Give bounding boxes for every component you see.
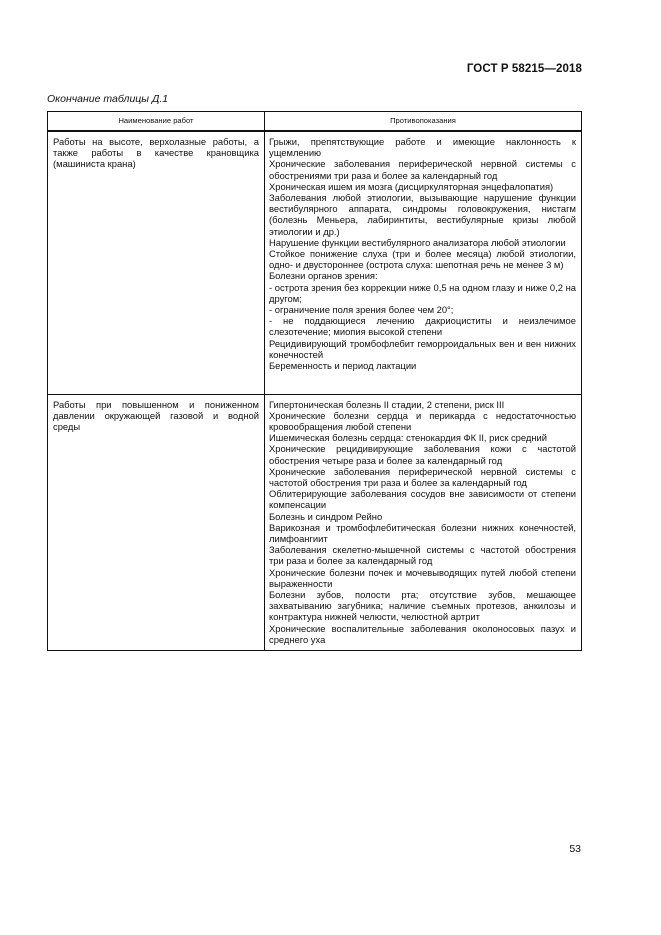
table-header-row: [48, 112, 582, 132]
contraindication-item: - не поддающиеся лечению дакриоциститы и неизлечимое слезотечение; миопия высокой степени: [269, 315, 576, 338]
contraindication-item: - ограничение поля зрения более чем 20°;: [269, 304, 454, 316]
contraindication-item: Болезни зубов, полости рта; отсутствие зубов, мешающее захватыванию загубника; наличие съемных протезов, анкилозы и контрактура нижней челюсти, челюстной артрит: [269, 588, 576, 623]
contraindication-item: Болезни органов зрения:: [269, 270, 378, 282]
table-caption: Окончание таблицы Д.1: [47, 93, 169, 105]
contraindications-cell: [265, 131, 582, 394]
column-header-work: Наименование работ: [48, 112, 265, 132]
contraindication-item: - острота зрения без коррекции ниже 0,5 на одном глазу и ниже 0,2 на другом;: [269, 281, 576, 304]
contraindication-item: Стойкое понижение слуха (три и более месяца) любой этиологии, одно- и двустороннее (острота слуха: шепотная речь не менее 3 м): [269, 248, 576, 271]
table-row: [48, 394, 582, 650]
contraindication-item: Хронические заболевания периферической нервной системы с обострениями три раза и более за календарный год: [269, 158, 576, 181]
contraindication-item: Грыжи, препятствующие работе и имеющие наклонность к ущемлению: [269, 136, 576, 159]
contraindication-item: Нарушение функции вестибулярного анализатора любой этиологии: [269, 236, 566, 248]
contraindications-table: [47, 111, 582, 651]
contraindication-item: Хронические болезни почек и мочевыводящих путей любой степени выраженности: [269, 566, 576, 589]
contraindication-item: Беременность и период лактации: [269, 360, 417, 372]
contraindication-item: Хронические болезни сердца и перикарда с недостаточностью кровообращения любой степени: [269, 409, 576, 432]
column-header-contraindications: Противопоказания: [265, 112, 582, 132]
work-cell: Работы при повышенном и пониженном давлении окружающей газовой и водной среды: [48, 394, 265, 650]
contraindication-item: Хроническая ишем ия мозга (дисциркуляторная энцефалопатия): [269, 180, 554, 192]
page-number: 53: [569, 843, 581, 855]
contraindication-item: Хронические рецидивирующие заболевания кожи с частотой обострения четыре раза и более за календарный год: [269, 443, 576, 466]
contraindication-item: Рецидивирующий тромбофлебит геморроидальных вен и вен нижних конечностей: [269, 337, 576, 360]
contraindication-item: Болезнь и синдром Рейно: [269, 510, 383, 522]
contraindication-item: Ишемическая болезнь сердца: стенокардия ФК II, риск средний: [269, 432, 548, 444]
contraindication-item: Хронические заболевания периферической нервной системы с частотой обострения три раза и более за календарный год: [269, 465, 576, 488]
contraindication-item: Заболевания любой этиологии, вызывающие нарушение функции вестибулярного аппарата, синдромы головокружения, нистагм (болезнь Меньера, лабиринтиты, вестибулярные кризы любой этиологии и др.): [269, 192, 576, 237]
contraindication-item: Варикозная и тромбофлебитическая болезни нижних конечностей, лимфоангиит: [269, 521, 576, 544]
contraindications-cell: [265, 394, 582, 650]
contraindication-item: Хронические воспалительные заболевания околоносовых пазух и среднего уха: [269, 622, 576, 645]
contraindication-item: Гипертоническая болезнь II стадии, 2 степени, риск III: [269, 398, 505, 410]
contraindication-item: Облитерирующие заболевания сосудов вне зависимости от степени компенсации: [269, 488, 576, 511]
contraindication-item: Заболевания скелетно-мышечной системы с частотой обострения три раза и более за календарный год: [269, 544, 576, 567]
table-row: [48, 131, 582, 394]
document-code: ГОСТ Р 58215—2018: [466, 63, 582, 75]
work-cell: Работы на высоте, верхолазные работы, а также работы в качестве крановщика (машиниста крана): [48, 131, 265, 394]
